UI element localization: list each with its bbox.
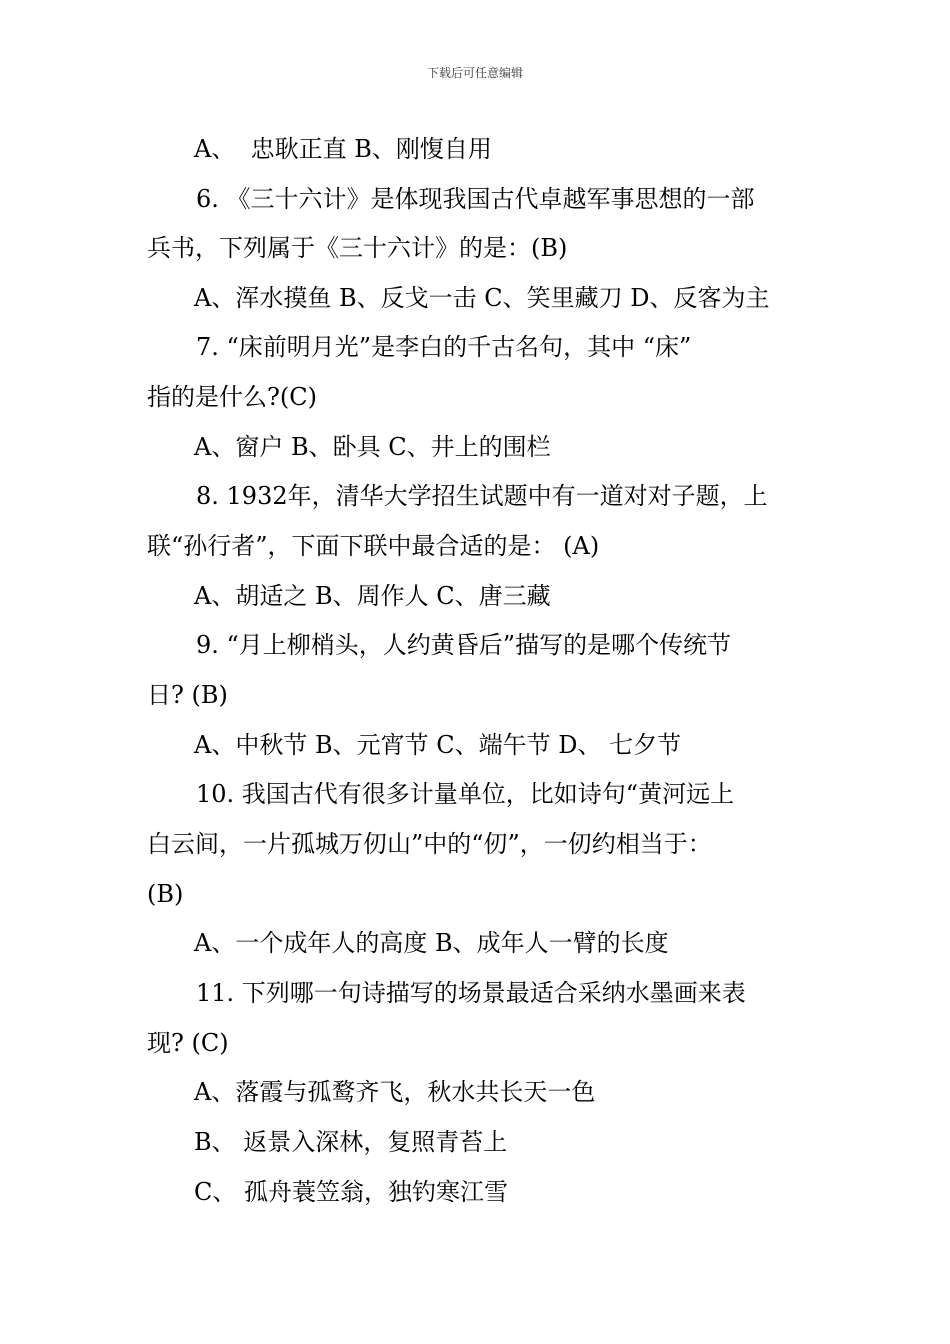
question-line: 6. 《三十六计》是体现我国古代卓越军事思想的一部 bbox=[196, 185, 755, 213]
option-line: C、 孤舟蓑笠翁，独钓寒江雪 bbox=[194, 1178, 508, 1206]
question-line: 联“孙行者”，下面下联中最合适的是： (A) bbox=[147, 532, 600, 560]
option-line: A、中秋节 B、元宵节 C、端午节 D、 七夕节 bbox=[194, 731, 682, 759]
option-line: A、落霞与孤鹜齐飞，秋水共长天一色 bbox=[194, 1078, 596, 1106]
question-line: 9. “月上柳梢头，人约黄昏后”描写的是哪个传统节 bbox=[196, 631, 732, 659]
question-line: 白云间，一片孤城万仞山”中的“仞”，一仞约相当于： bbox=[147, 830, 712, 858]
question-line: 7. “床前明月光”是李白的千古名句，其中 “床” bbox=[196, 333, 692, 361]
option-line: A、浑水摸鱼 B、反戈一击 C、笑里藏刀 D、反客为主 bbox=[194, 284, 770, 312]
question-line: 指的是什么?(C) bbox=[147, 383, 317, 411]
question-line: 现? (C) bbox=[147, 1029, 229, 1057]
option-line: B、 返景入深林，复照青苔上 bbox=[194, 1128, 508, 1156]
option-line: A、一个成年人的高度 B、成年人一臂的长度 bbox=[194, 929, 669, 957]
page-header: 下载后可任意编辑 bbox=[426, 66, 523, 80]
option-line: A、胡适之 B、周作人 C、唐三藏 bbox=[194, 582, 551, 610]
option-line: A、窗户 B、卧具 C、井上的围栏 bbox=[194, 433, 551, 461]
question-line: 8. 1932年，清华大学招生试题中有一道对对子题，上 bbox=[196, 482, 768, 510]
question-line: 10. 我国古代有很多计量单位，比如诗句“黄河远上 bbox=[196, 780, 735, 808]
question-line: 日? (B) bbox=[147, 681, 228, 709]
question-line: 11. 下列哪一句诗描写的场景最适合采纳水墨画来表 bbox=[196, 979, 746, 1007]
option-line: A、 忠耿正直 B、刚愎自用 bbox=[194, 135, 492, 163]
question-line: 兵书，下列属于《三十六计》的是：(B) bbox=[147, 234, 568, 262]
question-line: (B) bbox=[147, 880, 184, 908]
